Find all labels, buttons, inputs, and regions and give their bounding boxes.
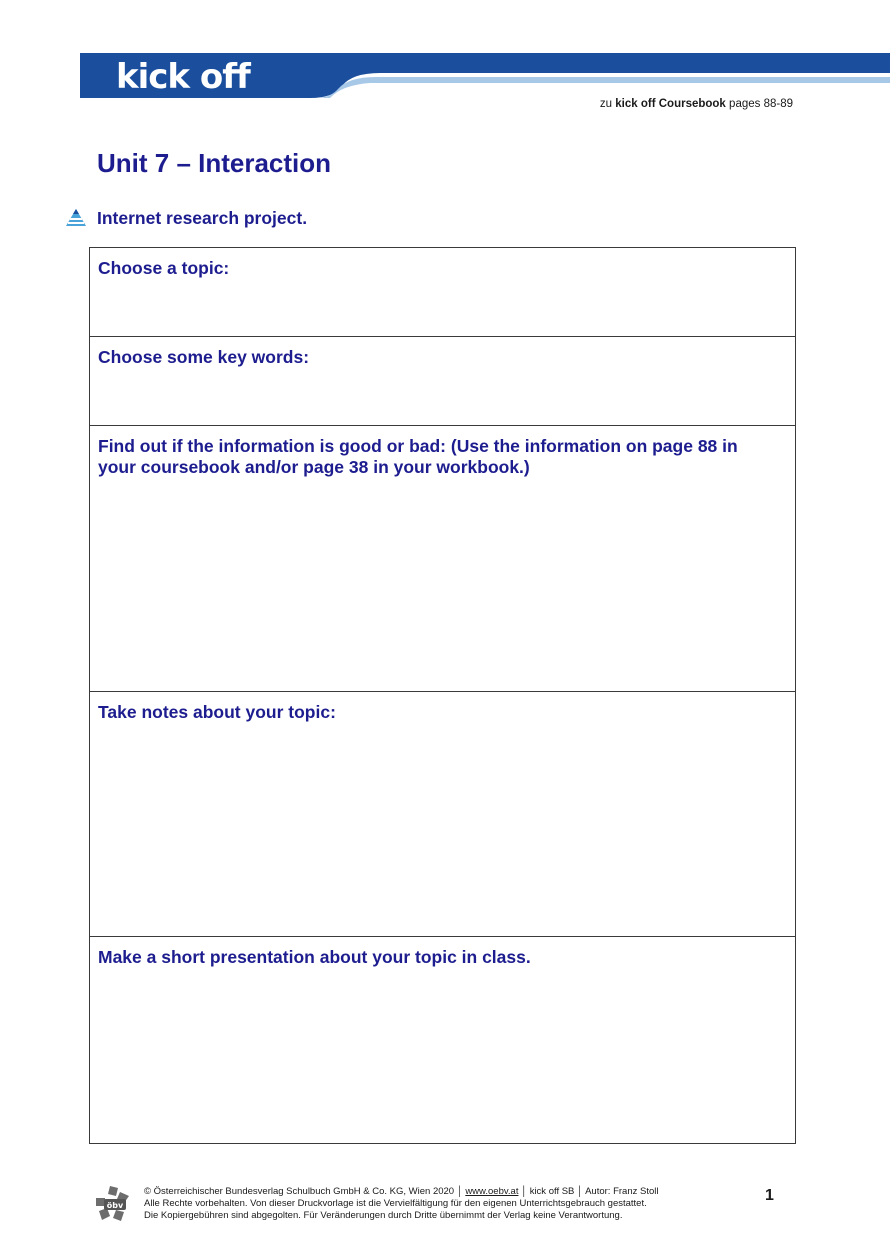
publisher-link[interactable]: www.oebv.at — [465, 1186, 519, 1197]
worksheet-table — [89, 247, 796, 1144]
page-number: 1 — [765, 1187, 774, 1204]
copyright-footer — [144, 1186, 744, 1222]
page-title: Unit 7 – Interaction — [97, 148, 332, 178]
worksheet-row-key-words[interactable] — [90, 337, 795, 426]
row-label: Find out if the information is good or bad: (Use the information on page 88 in your coursebook and/or page 38 in your workbook.) — [98, 436, 738, 477]
row-label: Choose a topic: — [98, 258, 230, 278]
coursebook-reference: zu kick off Coursebook pages 88-89 — [599, 98, 793, 110]
obv-logo — [96, 1186, 130, 1222]
row-label: Choose some key words: — [98, 347, 310, 367]
coursebook-name: kick off Coursebook — [615, 98, 726, 110]
row-label: Take notes about your topic: — [98, 702, 336, 722]
task-title: Internet research project. — [97, 208, 308, 228]
worksheet-row-topic[interactable] — [90, 248, 795, 337]
worksheet-row-information[interactable] — [90, 426, 795, 692]
footer-line-2: Alle Rechte vorbehalten. Von dieser Druckvorlage ist die Vervielfältigung für den eigenen Unterrichtsgebrauch gestattet. — [144, 1198, 647, 1209]
footer-line-1: © Österreichischer Bundesverlag Schulbuch GmbH & Co. KG, Wien 2020 │ www.oebv.at │ kick off SB │ Autor: Franz Stoll — [144, 1186, 659, 1197]
worksheet-row-notes[interactable] — [90, 692, 795, 937]
pyramid-icon — [66, 209, 86, 227]
footer-line-3: Die Kopiergebühren sind abgegolten. Für Veränderungen durch Dritte übernimmt der Verlag keine Verantwortung. — [144, 1210, 623, 1221]
kick-off-logo: kick off — [116, 57, 250, 97]
worksheet-row-presentation[interactable] — [90, 937, 795, 1143]
row-label: Make a short presentation about your topic in class. — [98, 947, 531, 967]
obv-logo-text: öbv — [106, 1201, 124, 1210]
